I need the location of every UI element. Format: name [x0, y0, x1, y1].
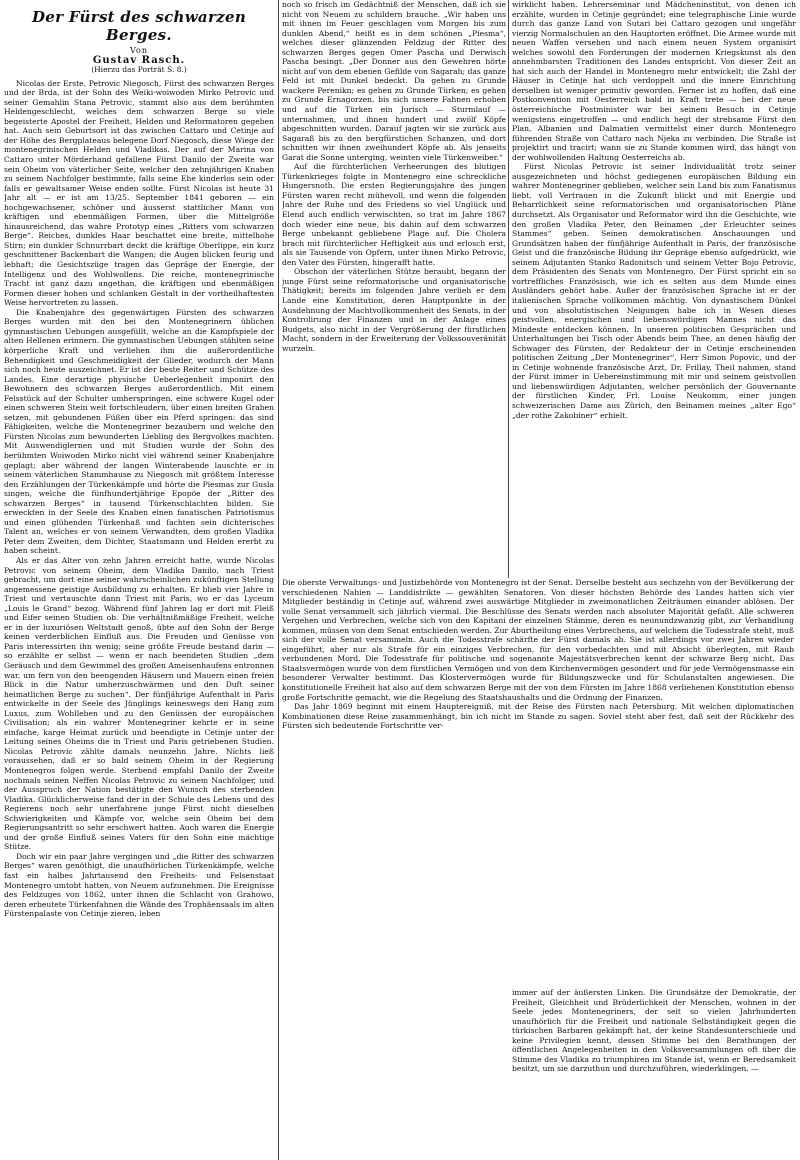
closing-text-block [512, 988, 796, 1160]
paragraph: immer auf der äußersten Linken. Die Grundsätze der Demokratie, der Freiheit, Gleichheit und Brüderlichkeit der Menschen, wohnen in der Seele jedes Montenegriners, der seit so vielen Jahrhunderten unaufhörlich für die Freiheit und nationale Selbständigkeit gegen die türkischen Barbaren gekämpft hat, der keine Standesunterschiede und keine Privilegien kennt, dessen Stimme bei den Berathungen der öffentlichen Angelegenheiten in den Volksversammlungen oft über die Stimme des Vladika zu triumphiren im Stande ist, wenn er Beredsamkeit besitzt, um sie darzuthun und durchzuführen, wiederklingen. — [512, 988, 796, 1074]
paragraph: Als er das Alter von zehn Jahren erreicht hatte, wurde Nicolas Petrovic von seinem Oheim, dem Vladika Danilo, nach Triest gebracht, um dort eine seiner wahrscheinlichen zukünftigen Stellung angemessene geistige Ausbildung zu erhalten. Er blieb vier Jahre in Triest und vertauschte dann Triest mit Paris, wo er das Lyceum „Louis le Grand“ bezog. Während fünf Jahren lag er dort mit Fleiß und Eifer seinen Studien ob. Die verhältnißmäßige Freiheit, welche er in der luxuriösen Weltstadt genoß, übte auf den Sohn der Berge keinen verderblichen Einfluß aus. Die Freuden und Genüsse von Paris interessirten ihn wenig; seine größte Freude bestand darin — so erzählte er selbst — wenn er nach beendeten Studien „dem Geräusch und dem Gewimmel des großen Ameisenhaufens entronnen war, um fern von den beengenden Häusern und Mauern einen freien Blick in die Natur umherzuschwärmen und den Duft seiner heimatlichen Berge zu suchen“. Der fünfjährige Aufenthalt in Paris entwickelte in der Seele des Jünglings keineswegs den Hang zum Luxus, zum Wohlleben und zu den Genüssen der europäischen Civilisation; als ein wahrer Montenegriner kehrte er in seine einfache, karge Heimat zurück und beendigte in Cetinje unter der Leitung seines Oheims die in Triest und Paris getriebenen Studien. Nicolas Petrovic zählte damals neunzehn Jahre. Nichts ließ voraussehen, daß er so bald seinem Oheim in der Regierung Montenegros folgen werde. Sterbend empfahl Danilo der Zweite nochmals seinen Neffen Nicolas Petrovic zu seinem Nachfolger, und der Ausspruch der Nation bestätigte den Wunsch des sterbenden Vladika. Glücklicherweise fand der in der Schule des Lebens und des Regierens noch sehr unerfahrene junge Fürst nicht dieselben Schwierigkeiten und Kämpfe vor, welche sein Oheim bei dem Regierungsantritt so sehr erschwert hatten. Auch waren die Energie und der große Einfluß seines Vaters für den Sohn eine mächtige Stütze. [4, 555, 274, 852]
column-2 [282, 0, 506, 578]
paragraph: Nicolas der Erste, Petrovic Niegosch, Fürst des schwarzen Berges und der Brda, ist der Sohn des Weiki-woiwoden Mirko Petrovic und seiner Gemahlin Stana Petrovic, stammt also aus dem berühmten Heldengeschlecht, welches dem schwarzen Berge so viele begeisterte Apostel der Freiheit, Helden und Reformatoren gegeben hat. Auch sein Geburtsort ist das zwischen Cattaro und Cetinje auf der Höhe des Bergplateaus belegene Dorf Niegosch, diese Wiege der montenegrinischen Helden und Vladikas. Der auf der Marina von Cattaro unter Mörderhand gefallene Fürst Danilo der Zweite war sein Oheim von väterlicher Seite, welcher den zehnjährigen Knaben zu seinem Nachfolger bestimmte, falls seine Ehe kinderlos sein oder falls er gewaltsamer Weise enden sollte. Fürst Nicolas ist heute 31 Jahr alt — er ist am 13/25. September 1841 geboren — ein hochgewachsener, schöner und äusserst stattlicher Mann von kräftigen und ebenmäßigen Formen, über die Mittelgröße hinausreichend, das wahre Prototyp eines „Ritters vom schwarzen Berge“. Reiches, dunkles Haar beschattet eine breite, mittelhohe Stirn; ein dunkler Schnurrbart deckt die kräftige Oberlippe, ein kurz geschnittener Backenbart die Wangen; die Augen blicken feurig und lebhaft; die Gesichtszüge tragen das Gepräge der Energie, der Intelligenz und des Wohlwollens. Die reiche, montenegrinische Tracht ist ganz dazu angethan, die kräftigen und ebenmäßigen Formen dieser hohen und schlanken Gestalt in der vortheilhaftesten Weise hervortreten zu lassen. [4, 78, 274, 308]
paragraph: Das Jahr 1869 beginnt mit einem Hauptereigniß, mit der Reise des Fürsten nach Petersburg. Mit welchen diplomatischen Kombinationen diese Reise zusammenhängt, bin ich nicht im Stande zu sagen. Soviel steht aber fest, daß seit der Rückkehr des Fürsten sich bedeutende Fortschritte ver- [282, 702, 794, 731]
paragraph: Auf die fürchterlichen Verheerungen des blutigen Türkenkrieges folgte in Montenegro eine schreckliche Hungersnoth. Die ersten Regierungsjahre des jungen Fürsten waren recht mühevoll, und wenn die folgenden Jahre der Ruhe und des Friedens so viel Unglück und Elend auch endlich verwischten, so trat im Jahre 1867 doch wieder eine neue, bis dahin auf dem schwarzen Berge unbekannt gebliebene Plage auf. Die Cholera brach mit fürchterlicher Heftigkeit aus und erlosch erst, als sie Tausende von Opfern, unter ihnen Mirko Petrovic, den Vater des Fürsten, hingerafft hatte. [282, 162, 506, 267]
paragraph: Die Knabenjahre des gegenwärtigen Fürsten des schwarzen Berges wurden mit den bei den Montenegrinern üblichen gymnastischen Uebungen ausgefüllt, welche an die Kampfspiele der alten Hellenen erinnern. Die gymnastischen Uebungen stählten seine körperliche Kraft und verliehen ihm die außerordentliche Behendigkeit und Geschmeidigkeit der Glieder, wodurch der Mann sich noch heute auszeichnet. Er ist der beste Reiter und Schütze des Landes. Eine derartige physische Ueberlegenheit imponirt den Bewohnern des schwarzen Berges außerordentlich. Mit einem Felsstück auf der Schulter umherspringen, eine schwere Kugel oder einen schweren Stein weit fortschleudern, über einen breiten Graben setzen, mit gebundenen Füßen über ein Pferd springen: das sind Fähigkeiten, welche die Montenegriner bezaubern und welche den Fürsten Nicolas zum bewunderten Liebling des Bergvolkes machten. Mit Auswendiglernen und mit Studien wurde der Sohn des berühmten Woiwoden Mirko nicht viel während seiner Knabenjahre geplagt; aber während der langen Winterabende lauschte er in seinem väterlichen Stammhause zu Niegosch mit größtem Interesse den Erzählungen der Türkenkämpfe und hörte die Piesmas zur Gusla singen, welche die fünfhundertjährige Epopöe der „Ritter des schwarzen Berges“ in tausend Türkenschlachten bilden. Sie erweckten in der Seele des Knaben einen fanatischen Patriotismus und einen glühenden Türkenhaß und fachten sein dichterisches Talent an, welches er von seinem Verwandten, dem großen Vladika Peter dem Zweiten, dem Dichter, Staatsmann und Helden ererbt zu haben scheint. [4, 307, 274, 556]
column-1 [4, 0, 274, 1160]
paragraph: Doch wir ein paar Jahre vergingen und „die Ritter des schwarzen Berges“ waren genöthigt, die unaufhörlichen Türkenkämpfe, welche fast ein halbes Jahrtausend den Freiheits- und Felsenstaat Montenegro umtobt hatten, von Neuem aufzunehmen. Die Ereignisse des Feldzuges von 1862, unter ihnen die Schlacht von Grahowo, deren erbeutete Türkenfahnen die Wände des Trophäensaals im alten Fürstenpalaste von Cetinje zieren, leben [4, 851, 274, 919]
byline-prefix: Von [129, 46, 148, 55]
column-3 [512, 0, 796, 578]
paragraph: noch so frisch im Gedächtniß der Menschen, daß ich sie nicht von Neuem zu schildern brauche. „Wir haben uns mit ihnen im Feuer geschlagen vom Morgen bis zum dunklen Abend,“ heißt es in dem schönen „Piesma“, welches dieser glänzenden Feldzug der Ritter des schwarzen Berges gegen Omer Pascha und Derwisch Pascha besingt. „Der Donner aus den Gewehren hörte nicht auf von dem ebenen Gefilde von Sagarah; das ganze Feld ist mit Dunkel bedeckt. Da gehen zu Grunde wackere Perenikn; es gehen zu Grunde Türken; es gehen zu Grunde Ernagorzen, bis sich unsere Fahnen erhoben und auf die Türken ein Jurisch — Sturmlauf — unternahmen, und ihnen hundert und zwölf Köpfe abgeschnitten wurden. Darauf jagten wir sie zurück aus Sagaraß bis zu den bergfürstichen Schanzen, und dort schnitten wir ihnen zweihundert Köpfe ab. Als jenseits Garat die Sonne unterging, weinten viele Türkenweiber.“ [282, 0, 506, 162]
paragraph: Obschon der väterlichen Stütze beraubt, begann der junge Fürst seine reformatorische und organisatorische Thätigkeit; bereits im folgenden Jahre verlieh er dem Lande eine Konstitution, deren Hauptpunkte in der Ausdehnung der Machtvollkommenheit des Senats, in der Kontrolirung der Finanzen und in der Anlage eines Budgets, also nicht in der Vergrößerung der fürstlichen Macht, sondern in der Erweiterung der Volkssouveränität wurzeln. [282, 267, 506, 353]
paragraph: Die oberste Verwaltungs- und Justizbehörde von Montenegro ist der Senat. Derselbe besteht aus sechzehn von der Bevölkerung der verschiedenen Nahien — Landdistrikte — gewählten Senatoren. Von dieser höchsten Behörde des Landes hatten sich vier Mitglieder beständig in Cetinje auf, während zwei auswärtige Mitglieder in zweimonatlichen Zeiträumen einander ablösen. Der volle Senat versammelt sich jährlich viermal. Die Beschlüsse des Senats werden nach absoluter Majorität gefaßt. Alle schweren Vergehen und Verbrechen, welche sich von den Kapitani der einzelnen Stämme, deren es neunundzwanzig gibt, zur Verhandlung kommen, müssen von dem Senat entschieden werden. Zur Aburtheilung eines Verbrechens, auf welchem die Todesstrafe steht, muß sich der volle Senat versammeln. Auch die Todesstrafe schärfte der Fürst damals ab. Sie ist allerdings vor zwei Jahren wieder eingeführt, aber nur als Strafe für ein einziges Verbrechen, für den vorbedachten und mit Absicht überlegten, mit Raub verbundenen Mord. Die Todesstrafe für politische und sogenannte Majestätsverbrechen kennt der schwarze Berg nicht. Das Staatsvermögen wurde von dem fürstlichen Vermögen und von dem Kirchenvermögen gesondert und für jede Vermögensmasse ein besonderer Verwalter bestimmt. Das Klostervermögen wurde für Bildungszwecke und für Schulanstalten angewiesen. Die konstitutionelle Freiheit hat also auf dem schwarzen Berge mit der von dem Fürsten im Jahre 1868 verliehenen Konstitution ebenso große Fortschritte gemacht, wie die Regelung des Staatshaushalts und die Ordnung der Finanzen. [282, 578, 794, 702]
paragraph: wirklicht haben. Lehrerseminar und Mädcheninstitut, von denen ich erzählte, wurden in Cetinje gegründet; eine telegraphische Linie wurde durch das ganze Land von Sutari bei Cattaro gezogen und ungefähr vierzig Normalschulen an den Hauptorten eröffnet. Die Armee wurde mit neuen Waffen versehen und nach einem neuen System organisirt welches sowohl den Forderungen der modernen Kriegskunst als den annehmbarsten Traditionen des Landes entspricht. Von dieser Zeit an hat sich auch der Handel in Montenegro mehr entwickelt; die Zahl der Häuser in Cetinje hat sich verdoppelt und die innere Einrichtung derselben ist weniger primitiv geworden. Ferner ist zu hoffen, daß eine Postkonvention mit Oesterreich bald in Kraft trete — bei der neue österreichische Postminister war bei seinem Besuch in Cetinje wenigstens eingetroffen — und endlich hegt der strebsame Fürst den Plan, Albanien und Dalmatien vermittelst einer durch Montenegro führenden Straße von Cattaro nach Njeka zu verbinden. Die Straße ist projektirt und tracirt; wann sie zu Stande kommen wird, das hängt von der wohlwollenden Haltung Oesterreichs ab. [512, 0, 796, 162]
column-rule [278, 0, 279, 1160]
paragraph: Fürst Nicolas Petrovic ist seiner Individualität trotz seiner ausgezeichneten und höchst gediegenen europäischen Bildung ein wahrer Montenegriner geblieben, welcher sein Land bis zum Fanatismus liebt, voll Vertrauen in die Zukunft blickt und mit Energie und Beharrlichkeit seine reformatorischen und organisatorischen Pläne durchsetzt. Als Organisator und Reformator wird ihn die Geschichte, wie den großen Vladika Peter, den Beinamen „der Erleuchter seines Stammes“ geben. Seinen demokratischen Anschauungen und Grundsätzen haben der fünfjährige Aufenthalt in Paris, der französische Geist und die französische Bildung ihr Gepräge ebenso aufgedrückt, wie seinem Adjutanten Stanko Radonitsch und seinem Vetter Bojo Petrovic, dem Präsidenten des Senats von Montenegro. Der Fürst spricht ein so vortreffliches Französisch, wie ich es selten aus dem Munde eines Ausländers gehört habe. Außer der französischen Sprache ist er der italienischen Sprache vollkommen mächtig. Von dynastischem Dünkel und von absolutistischen Neigungen habe ich in Wesen dieses geistvollen, energischen und liebenswürdigen Mannes nicht das Mindeste entdecken können. In unseren politischen Gesprächen und Unterhaltungen bei Tisch oder Abends beim Thee, an denen häufig der Schwager des Fürsten, der Redakteur der in Cetinje erscheinenden politischen Zeitung „Der Montenegriner“, Herr Simon Popovic, und der in Cetinje wohnende französische Arzt, Dr. Frillay, Theil nahmen, stand der Fürst immer in Uebereinstimmung mit mir und seinem geistvollen und liebenswürdigen Adjutanten, welcher persönlich der Gouvernante der fürstlichen Kinder, Frl. Louise Neukomm, einer jungen schweizerischen Dame aus Zürich, den Beinamen meines „alter Ego“ „der rothe Zakobiner“ erhielt. [512, 162, 796, 420]
article-author: Gustav Rasch. [92, 54, 186, 66]
portrait-note: (Hierzu das Porträt S. 8.) [91, 65, 187, 75]
wide-text-block [282, 578, 794, 988]
column-rule [508, 0, 509, 578]
article-title: Der Fürst des schwarzen Berges. [31, 8, 247, 44]
